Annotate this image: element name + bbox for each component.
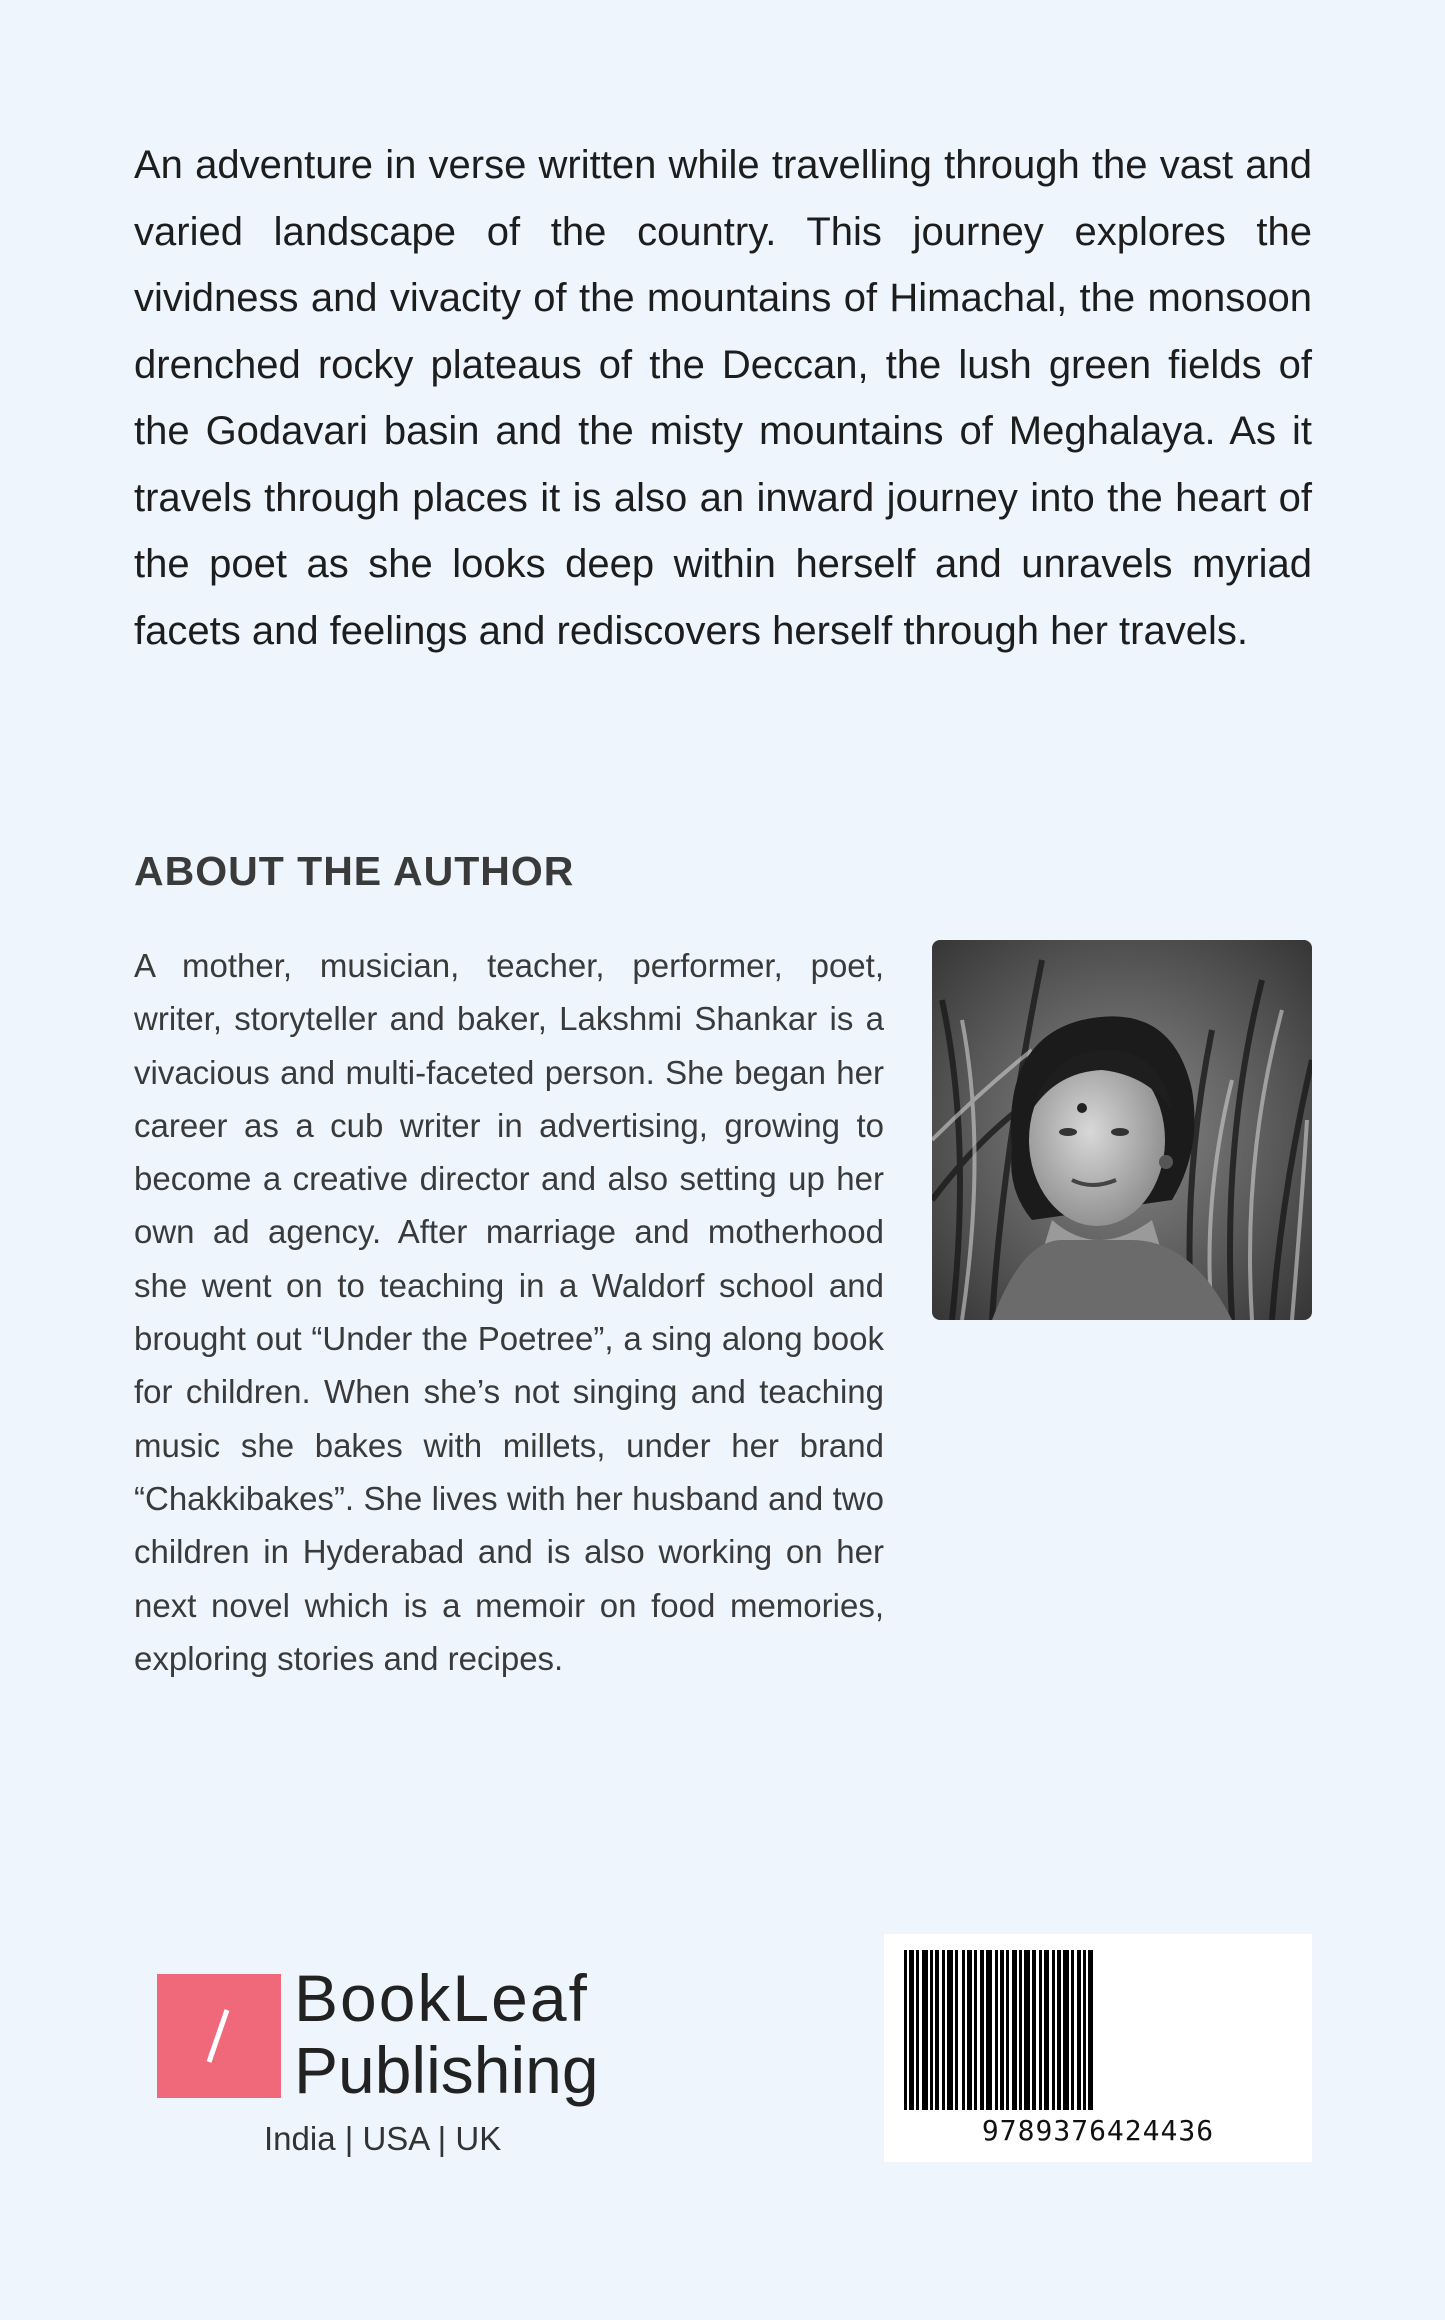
isbn-barcode	[884, 1934, 1312, 2162]
barcode-bar	[962, 1950, 965, 2110]
barcode-bar	[1044, 1950, 1049, 2110]
barcode-bar	[922, 1950, 928, 2110]
barcode-bar	[1052, 1950, 1055, 2110]
barcode-bar	[1077, 1950, 1081, 2110]
barcode-bar	[947, 1950, 953, 2110]
barcode-bar	[909, 1950, 914, 2110]
barcode-bar	[916, 1950, 919, 2110]
barcode-bar	[1006, 1950, 1009, 2110]
barcode-bar	[930, 1950, 933, 2110]
barcode-bar	[986, 1950, 992, 2110]
barcode-bar	[967, 1950, 972, 2110]
publisher-logo-mark	[157, 1974, 281, 2098]
publisher-regions: India | USA | UK	[264, 2120, 502, 2157]
barcode-bar	[904, 1950, 907, 2110]
barcode-bar	[1088, 1950, 1093, 2110]
barcode-bar	[942, 1950, 945, 2110]
barcode-bar	[974, 1950, 977, 2110]
barcode-bar	[1012, 1950, 1017, 2110]
back-cover-blurb: An adventure in verse written while travelling through the vast and varied landscape of the country. This journey explores the vividness and vivacity of the mountains of Himachal, the monsoon drenched rocky plateaus of the Deccan, the lush green fields of the Godavari basin and the misty mountains of Meghalaya. As it travels through places it is also an inward journey into the heart of the poet as she looks deep within herself and unravels myriad facets and feelings and rediscovers herself through her travels.	[134, 143, 1312, 653]
about-author-heading: ABOUT THE AUTHOR	[134, 848, 575, 894]
barcode-bar	[1024, 1950, 1030, 2110]
barcode-bar	[1019, 1950, 1022, 2110]
barcode-bar	[935, 1950, 939, 2110]
barcode-bar	[1071, 1950, 1074, 2110]
barcode-bar	[955, 1950, 958, 2110]
author-bio: A mother, musician, teacher, performer, poet, writer, storyteller and baker, Lakshmi Shankar is a vivacious and multi-faceted person. She began her career as a cub writer in advertising, growing to become a creative director and also setting up her own ad agency. After marriage and motherhood she went on to teaching in a Waldorf school and brought out “Under the Poetree”, a sing along book for children. When she’s not singing and teaching music she bakes with millets, under her brand “Chakkibakes”. She lives with her husband and two children in Hyderabad and is also working on her next novel which is a memoir on food memories, exploring stories and recipes.	[134, 947, 884, 1677]
barcode-bar	[1057, 1950, 1061, 2110]
barcode-bar	[995, 1950, 998, 2110]
publisher-name-line1: BookLeaf	[294, 1961, 589, 2035]
isbn-number: 9789376424436	[981, 2114, 1215, 2147]
publisher-logo-text	[294, 1962, 599, 2106]
barcode-bar	[1000, 1950, 1004, 2110]
barcode-bar	[1083, 1950, 1086, 2110]
author-photo	[932, 940, 1312, 1320]
barcode-bar	[980, 1950, 984, 2110]
barcode-bar	[1039, 1950, 1042, 2110]
barcode-bar	[1032, 1950, 1036, 2110]
publisher-name-line2: Publishing	[294, 2033, 599, 2107]
barcode-bar	[1063, 1950, 1069, 2110]
